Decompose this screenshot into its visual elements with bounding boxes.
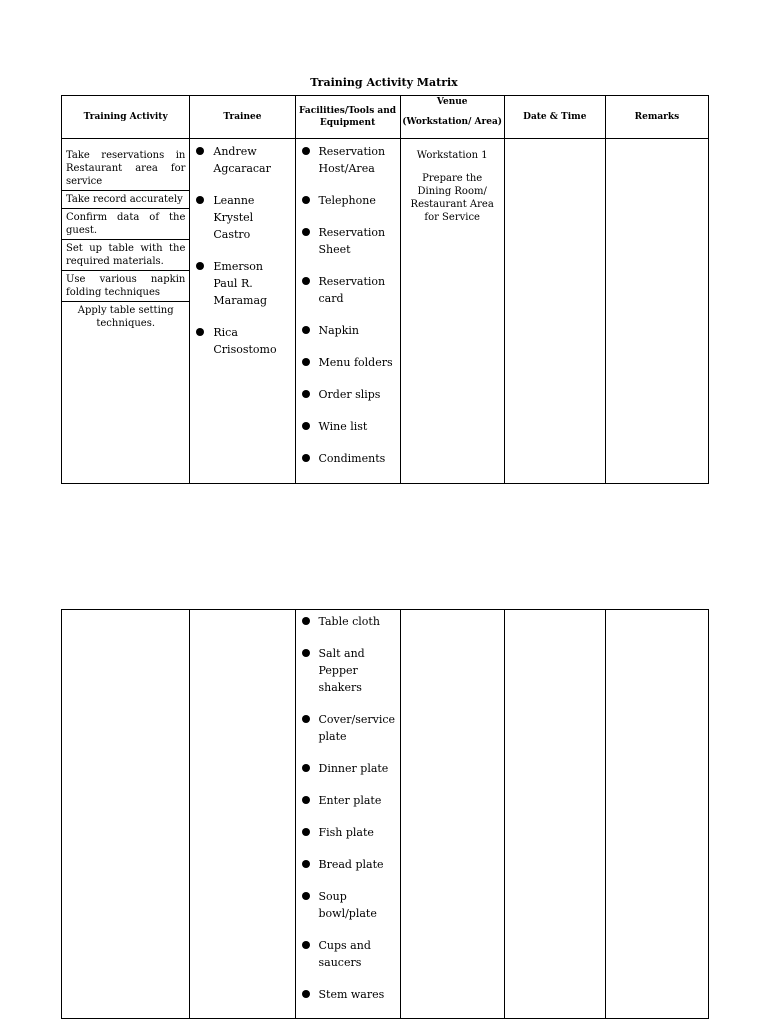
activity-item: Apply table setting techniques. bbox=[77, 305, 174, 329]
venue-cell bbox=[400, 610, 504, 1019]
page-title: Training Activity Matrix bbox=[310, 76, 458, 89]
venue-cell bbox=[400, 139, 504, 484]
date-time-cell bbox=[504, 139, 605, 484]
facility-item: Order slips bbox=[300, 386, 396, 403]
trainee-item: Rica Crisostomo bbox=[194, 324, 290, 358]
bullet-icon bbox=[302, 358, 310, 366]
table-row bbox=[62, 610, 709, 1019]
activity-item: Take record accurately bbox=[62, 191, 189, 209]
facility-item: Reservation card bbox=[300, 273, 396, 307]
facility-item: Menu folders bbox=[300, 354, 396, 371]
header-remarks: Remarks bbox=[605, 96, 708, 139]
header-training-activity: Training Activity bbox=[62, 96, 190, 139]
facility-item: Cover/service plate bbox=[300, 711, 396, 745]
header-date-time: Date & Time bbox=[504, 96, 605, 139]
facility-item: Condiments bbox=[300, 450, 396, 467]
facility-item: Telephone bbox=[300, 192, 396, 209]
date-time-cell bbox=[504, 610, 605, 1019]
facility-item: Dinner plate bbox=[300, 760, 396, 777]
bullet-icon bbox=[302, 649, 310, 657]
bullet-icon bbox=[302, 326, 310, 334]
bullet-icon bbox=[302, 617, 310, 625]
facility-item: Table cloth bbox=[300, 613, 396, 630]
venue-workstation: Workstation 1 bbox=[416, 150, 488, 161]
training-matrix-table bbox=[61, 95, 709, 484]
bullet-icon bbox=[302, 828, 310, 836]
bullet-icon bbox=[302, 196, 310, 204]
facility-item: Napkin bbox=[300, 322, 396, 339]
facility-item: Cups and saucers bbox=[300, 937, 396, 971]
facilities-cell bbox=[295, 610, 400, 1019]
facility-item: Soup bowl/plate bbox=[300, 888, 396, 922]
remarks-cell bbox=[605, 139, 708, 484]
activity-item: Take reservations in Restaurant area for service bbox=[62, 147, 189, 191]
bullet-icon bbox=[302, 941, 310, 949]
facility-item: Fish plate bbox=[300, 824, 396, 841]
activity-cell bbox=[62, 139, 190, 484]
remarks-cell bbox=[605, 610, 708, 1019]
header-venue-label: Venue bbox=[436, 97, 468, 107]
bullet-icon bbox=[302, 422, 310, 430]
bullet-icon bbox=[302, 277, 310, 285]
facility-item: Reservation Host/Area bbox=[300, 143, 396, 177]
facility-item: Wine list bbox=[300, 418, 396, 435]
trainee-item: Emerson Paul R. Maramag bbox=[194, 258, 290, 309]
header-row bbox=[62, 96, 709, 139]
bullet-icon bbox=[302, 390, 310, 398]
header-trainee: Trainee bbox=[190, 96, 295, 139]
bullet-icon bbox=[196, 196, 204, 204]
bullet-icon bbox=[302, 796, 310, 804]
bullet-icon bbox=[302, 990, 310, 998]
training-matrix-table-continued bbox=[61, 609, 709, 1019]
trainee-item: Andrew Agcaracar bbox=[194, 143, 290, 177]
bullet-icon bbox=[196, 262, 204, 270]
header-facilities: Facilities/Tools and Equipment bbox=[295, 96, 400, 139]
header-venue-sub: (Workstation/ Area) bbox=[402, 117, 503, 127]
facility-item: Reservation Sheet bbox=[300, 224, 396, 258]
activity-cell bbox=[62, 610, 190, 1019]
header-venue bbox=[400, 96, 504, 139]
bullet-icon bbox=[302, 892, 310, 900]
facility-item: Bread plate bbox=[300, 856, 396, 873]
facility-item: Salt and Pepper shakers bbox=[300, 645, 396, 696]
bullet-icon bbox=[302, 764, 310, 772]
bullet-icon bbox=[302, 860, 310, 868]
activity-item: Set up table with the required materials. bbox=[62, 240, 189, 271]
facilities-cell bbox=[295, 139, 400, 484]
activity-item: Confirm data of the guest. bbox=[62, 209, 189, 240]
table-row bbox=[62, 139, 709, 484]
trainee-cell bbox=[190, 139, 295, 484]
facility-item: Enter plate bbox=[300, 792, 396, 809]
activity-item: Use various napkin folding techniques bbox=[62, 271, 189, 302]
bullet-icon bbox=[302, 454, 310, 462]
bullet-icon bbox=[196, 147, 204, 155]
venue-task: Prepare the Dining Room/ Restaurant Area for Service bbox=[410, 173, 494, 223]
facility-item: Stem wares bbox=[300, 986, 396, 1003]
bullet-icon bbox=[196, 328, 204, 336]
bullet-icon bbox=[302, 147, 310, 155]
trainee-cell bbox=[190, 610, 295, 1019]
trainee-item: Leanne Krystel Castro bbox=[194, 192, 290, 243]
bullet-icon bbox=[302, 228, 310, 236]
bullet-icon bbox=[302, 715, 310, 723]
